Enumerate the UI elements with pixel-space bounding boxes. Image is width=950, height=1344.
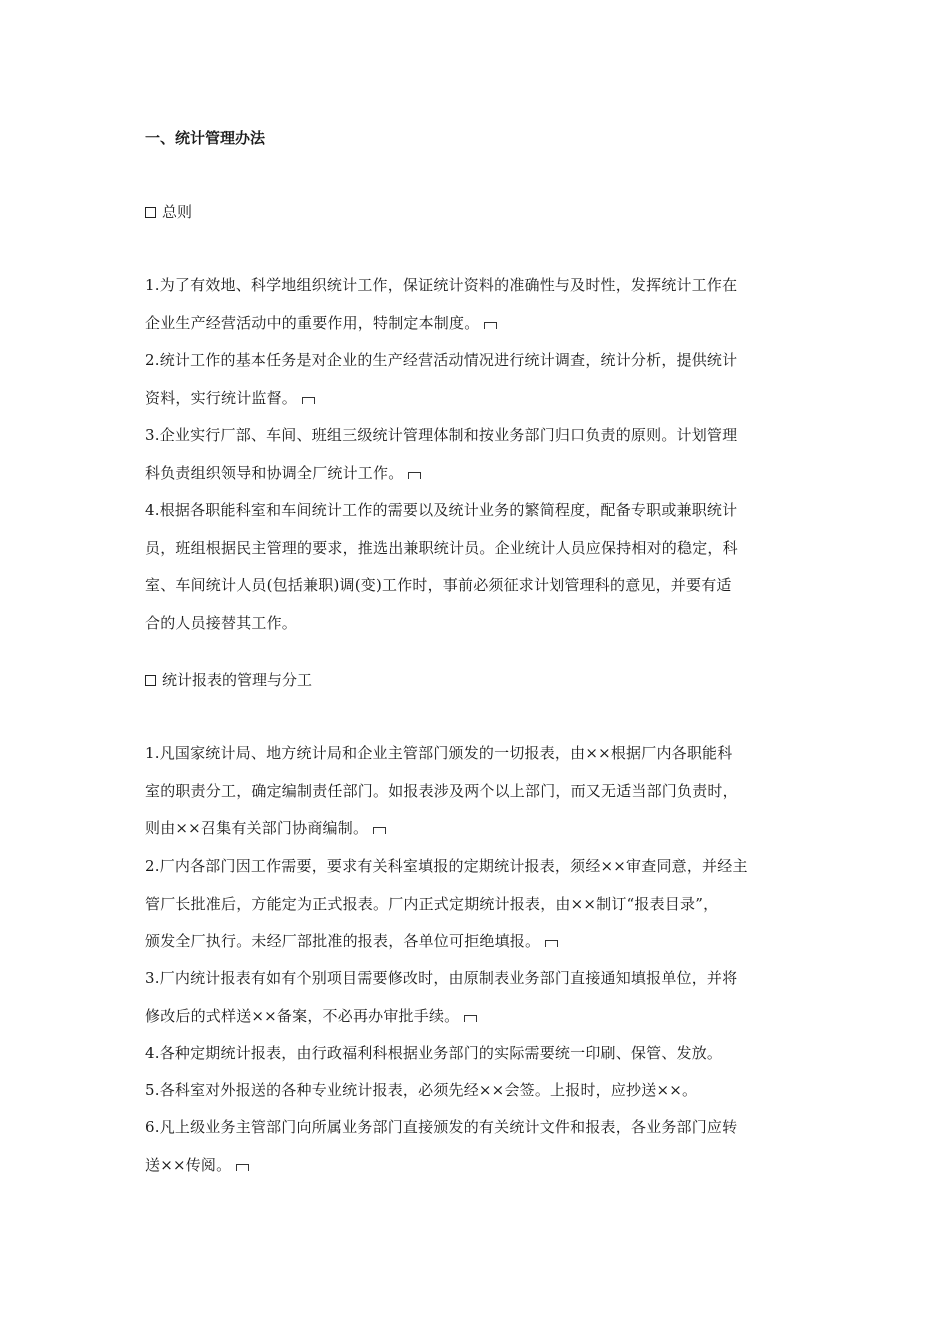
paragraph-mark-icon xyxy=(302,394,315,404)
checkbox-square-icon xyxy=(145,675,156,686)
paragraph-line: 科负责组织领导和协调全厂统计工作。 xyxy=(145,455,815,493)
paragraph-line: 3.厂内统计报表有如有个别项目需要修改时，由原制表业务部门直接通知填报单位，并将 xyxy=(145,969,738,987)
paragraph-item xyxy=(145,267,815,342)
section-heading-report-management xyxy=(145,669,312,691)
paragraph-line: 2.统计工作的基本任务是对企业的生产经营活动情况进行统计调查，统计分析，提供统计 xyxy=(145,351,738,369)
paragraph-line: 1.为了有效地、科学地组织统计工作，保证统计资料的准确性与及时性，发挥统计工作在 xyxy=(145,276,738,294)
paragraph-line: 员，班组根据民主管理的要求，推选出兼职统计员。企业统计人员应保持相对的稳定，科 xyxy=(145,538,738,557)
paragraph-line: 室、车间统计人员(包括兼职)调(变)工作时，事前必须征求计划管理科的意见，并要有适 xyxy=(145,576,732,594)
paragraph-item xyxy=(145,1035,815,1073)
paragraph-line: 2.厂内各部门因工作需要，要求有关科室填报的定期统计报表，须经××审查同意，并经主 xyxy=(145,857,748,875)
section-heading-label: 总则 xyxy=(162,203,193,221)
paragraph-mark-icon xyxy=(464,1012,477,1022)
paragraph-line: 5.各科室对外报送的各种专业统计报表，必须先经××会签。上报时，应抄送××。 xyxy=(145,1081,698,1099)
paragraph-mark-icon xyxy=(373,824,386,834)
paragraph-mark-icon xyxy=(408,469,421,479)
paragraph-line: 1.凡国家统计局、地方统计局和企业主管部门颁发的一切报表，由××根据厂内各职能科 xyxy=(145,744,733,762)
document-title: 一、统计管理办法 xyxy=(145,129,266,147)
paragraph-item xyxy=(145,342,815,417)
section-heading-label: 统计报表的管理与分工 xyxy=(162,671,313,689)
paragraph-line: 资料，实行统计监督。 xyxy=(145,380,815,418)
paragraph-line: 6.凡上级业务主管部门向所属业务部门直接颁发的有关统计文件和报表，各业务部门应转 xyxy=(145,1118,738,1136)
paragraph-line: 修改后的式样送××备案，不必再办审批手续。 xyxy=(145,998,815,1036)
paragraph-line: 3.企业实行厂部、车间、班组三级统计管理体制和按业务部门归口负责的原则。计划管理 xyxy=(145,426,738,444)
paragraph-item xyxy=(145,1109,815,1184)
paragraph-item xyxy=(145,848,815,961)
section-heading-general xyxy=(145,201,192,223)
paragraph-line: 管厂长批准后，方能定为正式报表。厂内正式定期统计报表，由××制订“报表目录”， xyxy=(145,894,719,913)
paragraph-item xyxy=(145,1072,815,1110)
paragraph-line: 企业生产经营活动中的重要作用，特制定本制度。 xyxy=(145,305,815,343)
paragraph-item xyxy=(145,735,815,848)
paragraph-line: 合的人员接替其工作。 xyxy=(145,613,298,632)
paragraph-mark-icon xyxy=(484,319,497,329)
paragraph-line: 送××传阅。 xyxy=(145,1147,815,1185)
paragraph-mark-icon xyxy=(545,937,558,947)
paragraph-line: 室的职责分工，确定编制责任部门。如报表涉及两个以上部门，而又无适当部门负责时， xyxy=(145,781,738,800)
paragraph-line: 则由××召集有关部门协商编制。 xyxy=(145,810,815,848)
paragraph-line: 4.各种定期统计报表，由行政福利科根据业务部门的实际需要统一印刷、保管、发放。 xyxy=(145,1044,723,1062)
paragraph-mark-icon xyxy=(236,1161,249,1171)
paragraph-line: 颁发全厂执行。未经厂部批准的报表，各单位可拒绝填报。 xyxy=(145,923,815,961)
checkbox-square-icon xyxy=(145,207,156,218)
paragraph-line: 4.根据各职能科室和车间统计工作的需要以及统计业务的繁简程度，配备专职或兼职统计 xyxy=(145,501,738,519)
paragraph-item xyxy=(145,417,815,492)
paragraph-item xyxy=(145,960,815,1035)
paragraph-item xyxy=(145,492,815,642)
